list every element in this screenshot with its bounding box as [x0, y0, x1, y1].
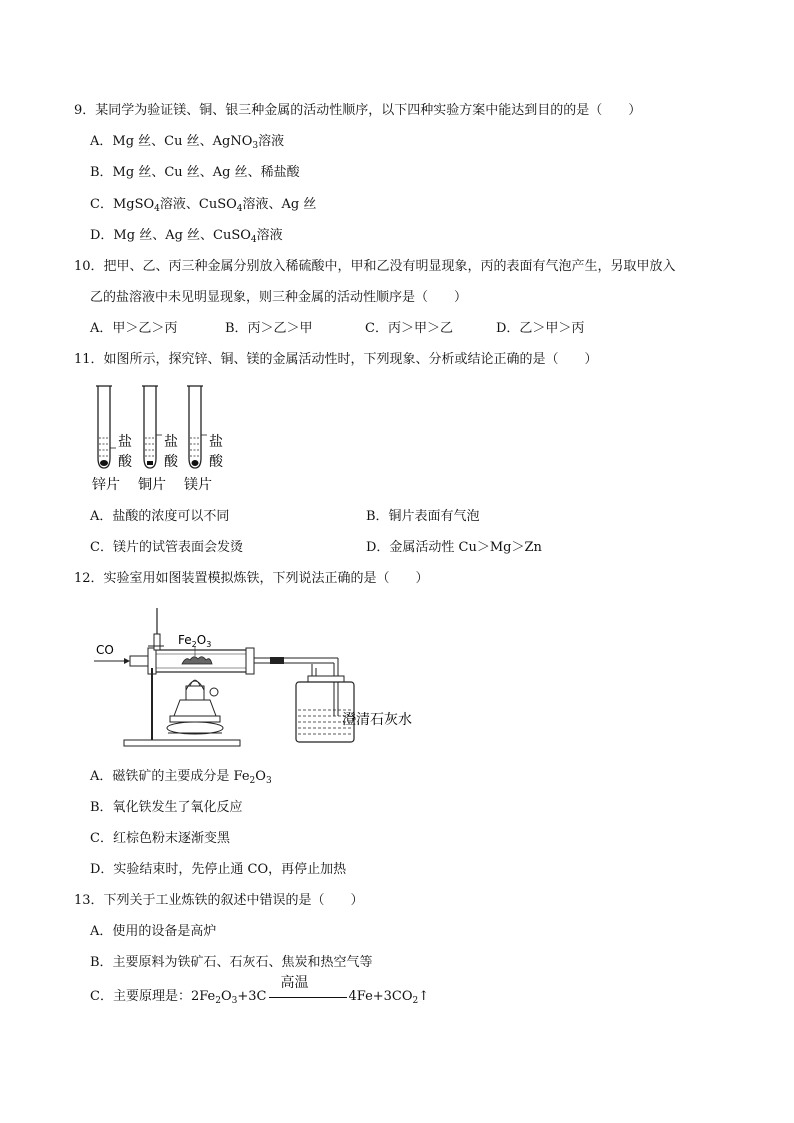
q9-option-d[interactable]	[90, 227, 283, 245]
q12-a-sub2: 3	[265, 776, 272, 786]
q9-c-sub1: 4	[154, 204, 160, 214]
q9-option-a[interactable]	[90, 133, 284, 151]
q9-a-sub: 3	[252, 141, 259, 151]
acid-label-3-bottom: 酸	[209, 454, 223, 470]
q9-c-sub2: 4	[236, 204, 243, 214]
reaction-condition	[267, 975, 349, 1006]
acid-label-2-bottom: 酸	[164, 454, 178, 470]
gas-arrow-icon: ↑	[418, 989, 430, 1004]
q9-option-c[interactable]	[90, 196, 316, 214]
q9-d-post: 溶液	[256, 228, 283, 243]
q10-option-c[interactable]: C．丙＞甲＞乙	[365, 321, 453, 336]
q11-options-row1	[90, 508, 690, 526]
test-tubes-figure	[86, 380, 246, 495]
q13-c-sub2: 3	[231, 996, 238, 1006]
fe2o3-label: $Fe_2O_3$	[178, 633, 212, 649]
q11-option-a[interactable]: A．盐酸的浓度可以不同	[90, 509, 230, 524]
iron-smelting-apparatus-figure	[90, 598, 430, 753]
q12-option-d[interactable]: D．实验结束时，先停止通 CO，再停止加热	[90, 862, 347, 877]
test-tube-magnesium	[187, 386, 207, 468]
reaction-condition-label: 高温	[280, 975, 309, 991]
q13-c-post: 4Fe+3CO	[348, 989, 413, 1004]
q11-option-b[interactable]: B．铜片表面有气泡	[366, 509, 480, 524]
q10-options-row	[90, 320, 730, 338]
acid-label-3-top: 盐	[209, 434, 223, 450]
limewater-label: 澄清石灰水	[342, 712, 412, 728]
q13-option-c[interactable]	[90, 975, 430, 1006]
q9-d-sub: 4	[250, 235, 257, 245]
q13-c-o: O	[220, 989, 232, 1004]
q9-stem: 9．某同学为验证镁、铜、银三种金属的活动性顺序，以下四种实验方案中能达到目的的是（ ）	[74, 103, 642, 118]
reaction-equals-line	[269, 997, 347, 998]
acid-label-1-bottom: 酸	[118, 454, 132, 470]
label-copper-strip: 铜片	[138, 477, 166, 493]
q12-a-sub1: 2	[249, 776, 256, 786]
q9-d-text: D．Mg 丝、Ag 丝、CuSO	[90, 228, 251, 243]
q9-c-text1: C．MgSO	[90, 197, 155, 212]
q9-a-text: A．Mg 丝、Cu 丝、AgNO	[90, 134, 253, 149]
test-tube-zinc	[96, 386, 116, 468]
q13-c-mid: +3C	[237, 989, 267, 1004]
q12-option-a[interactable]	[90, 768, 272, 786]
q10-option-a[interactable]: A．甲＞乙＞丙	[90, 321, 178, 336]
q11-option-d[interactable]: D．金属活动性 Cu＞Mg＞Zn	[366, 540, 542, 555]
q12-a-o: O	[255, 769, 266, 784]
q11-option-c[interactable]: C．镁片的试管表面会发烫	[90, 540, 243, 555]
q13-c-sub1: 2	[215, 996, 221, 1006]
q12-option-c[interactable]: C．红棕色粉末逐渐变黑	[90, 831, 230, 846]
q13-c-sub3: 2	[412, 996, 419, 1006]
label-zinc-strip: 锌片	[92, 477, 120, 493]
q10-option-d[interactable]: D．乙＞甲＞丙	[496, 321, 585, 336]
q11-options-row2	[90, 539, 690, 557]
label-magnesium-strip: 镁片	[184, 477, 212, 493]
q9-c-text3: 溶液、Ag 丝	[242, 197, 317, 212]
q10-stem-line2: 乙的盐溶液中未见明显现象，则三种金属的活动性顺序是（ ）	[90, 290, 468, 305]
q13-option-b[interactable]: B．主要原料为铁矿石、石灰石、焦炭和热空气等	[90, 955, 373, 970]
acid-label-1-top: 盐	[118, 434, 132, 450]
q12-stem: 12．实验室用如图装置模拟炼铁，下列说法正确的是（ ）	[74, 571, 429, 586]
acid-label-2-top: 盐	[164, 434, 178, 450]
q10-option-b[interactable]: B．丙＞乙＞甲	[225, 321, 313, 336]
q13-option-a[interactable]: A．使用的设备是高炉	[90, 924, 217, 939]
q9-c-text2: 溶液、CuSO	[159, 197, 237, 212]
q9-option-b[interactable]: B．Mg 丝、Cu 丝、Ag 丝、稀盐酸	[90, 165, 300, 180]
q13-stem: 13．下列关于工业炼铁的叙述中错误的是（ ）	[74, 893, 364, 908]
test-tube-copper	[142, 386, 162, 468]
q12-option-b[interactable]: B．氧化铁发生了氧化反应	[90, 800, 243, 815]
q9-a-post: 溶液	[258, 134, 285, 149]
q11-stem: 11．如图所示，探究锌、铜、镁的金属活动性时，下列现象、分析或结论正确的是（ ）	[74, 352, 598, 367]
co-label: CO	[96, 643, 114, 657]
q10-stem-line1: 10．把甲、乙、丙三种金属分别放入稀硫酸中，甲和乙没有明显现象，丙的表面有气泡产生，另取甲放入	[74, 259, 676, 274]
q12-a-text: A．磁铁矿的主要成分是 Fe	[90, 769, 250, 784]
q13-c-text: C．主要原理是：2Fe	[90, 989, 216, 1004]
